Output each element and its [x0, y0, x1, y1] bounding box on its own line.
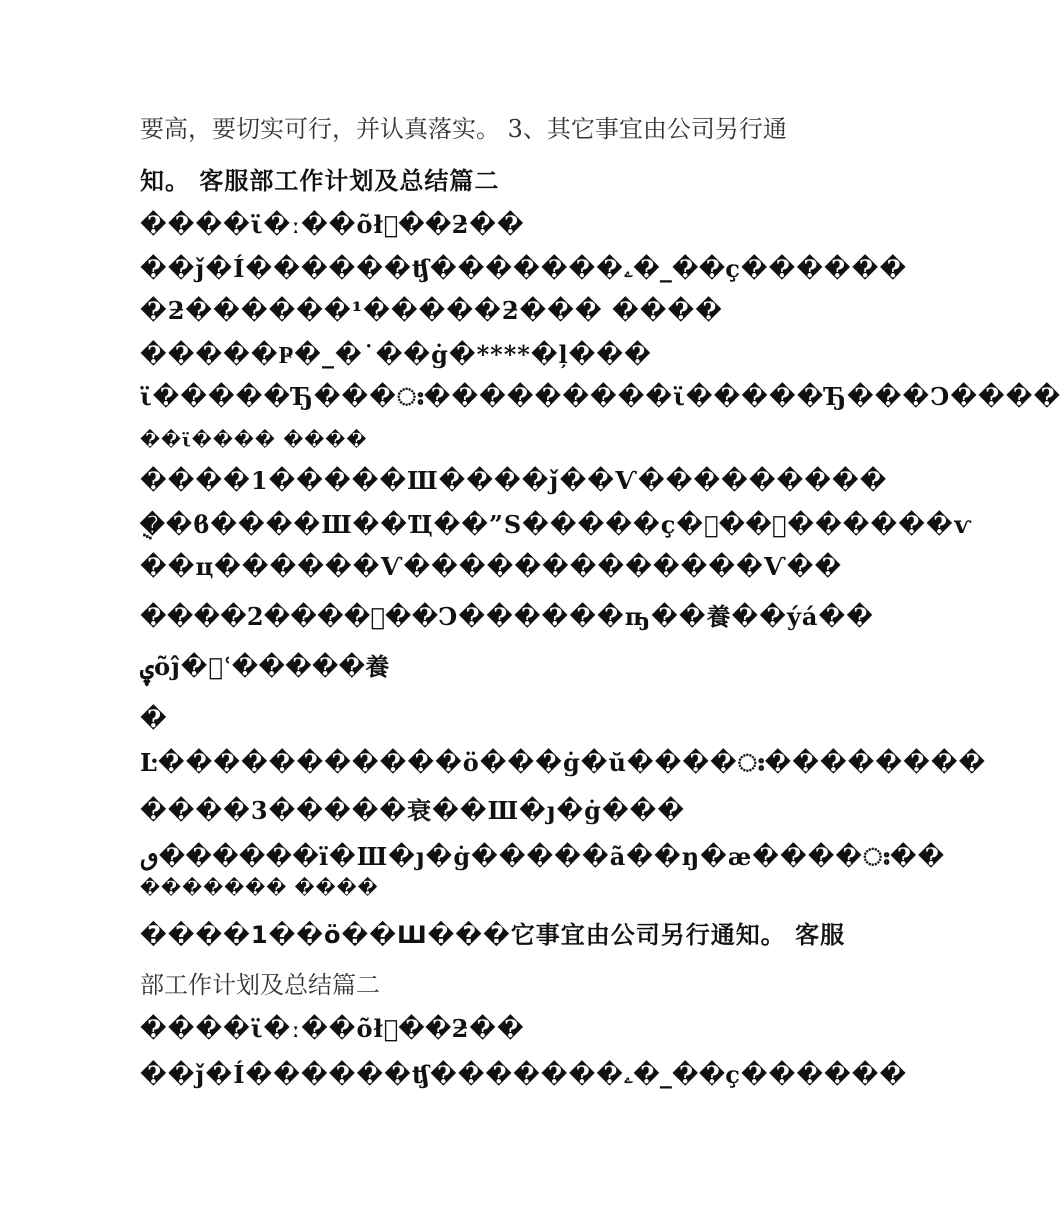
text-line-2: 知。 客服部工作计划及总结篇二: [140, 167, 500, 195]
text-line-20: 部工作计划及总结篇二: [140, 971, 380, 999]
text-line-4: ��ǰ�Í������ʧ�������ۦ�_��ç������: [140, 254, 908, 283]
text-line-13: ۑõĵ�ʿٍ�����養: [140, 652, 391, 681]
text-line-6: �����Ҏ�_�˙��ġ�****�ļ���: [140, 340, 652, 369]
text-line-14: �: [140, 704, 168, 733]
text-line-3: ����ϊ�ː��õł�ٍ�ƻ��: [140, 210, 525, 239]
text-line-10: �ֻ�ϐ����Ш��Ҵ��”Ѕ�����ç��ٍ�ͨ������ѵ: [140, 510, 973, 539]
text-line-1: 要高，要切实可行，并认真落实。 3、其它事宜由公司另行通: [140, 115, 787, 143]
text-line-22: ��ǰ�Í������ʧ�������ۦ�_��ç������: [140, 1060, 908, 1089]
text-line-16: ����3�����衰��Ш�ȷ�ġ���: [140, 796, 686, 825]
text-line-7: ϊ�����Ђ���ഃ���������ϊ�����Ђ���Ͻ����: [140, 382, 1061, 411]
text-line-5: �ƻ������¹�����ƻ��� ����: [140, 296, 723, 325]
text-line-9: ����1�����Ш����ǰ��Ѵ���������: [140, 466, 888, 495]
text-line-18: ������� ����: [140, 878, 379, 899]
text-line-19: ����1��ö��Ш���它事宜由公司另行通知。 客服: [140, 921, 846, 949]
text-line-8: ��ϊ���� ����: [140, 430, 368, 451]
text-line-21: ����ϊ�ː��õł�ٍ�ƻ��: [140, 1014, 525, 1043]
text-line-17: ٯ������ï�Ш�ȷ�ġ�����ã��ŋ�æ����ഃ��: [140, 842, 946, 871]
text-line-11: ��ц������Ѵ�������������Ѵ��: [140, 552, 843, 581]
text-line-15: Ŀ�����������ö���ġ�ŭ����ഃ��������: [140, 748, 987, 777]
text-line-12: ����2�����ٍ�Ͻ������ҧ��養��ýá��: [140, 602, 874, 631]
